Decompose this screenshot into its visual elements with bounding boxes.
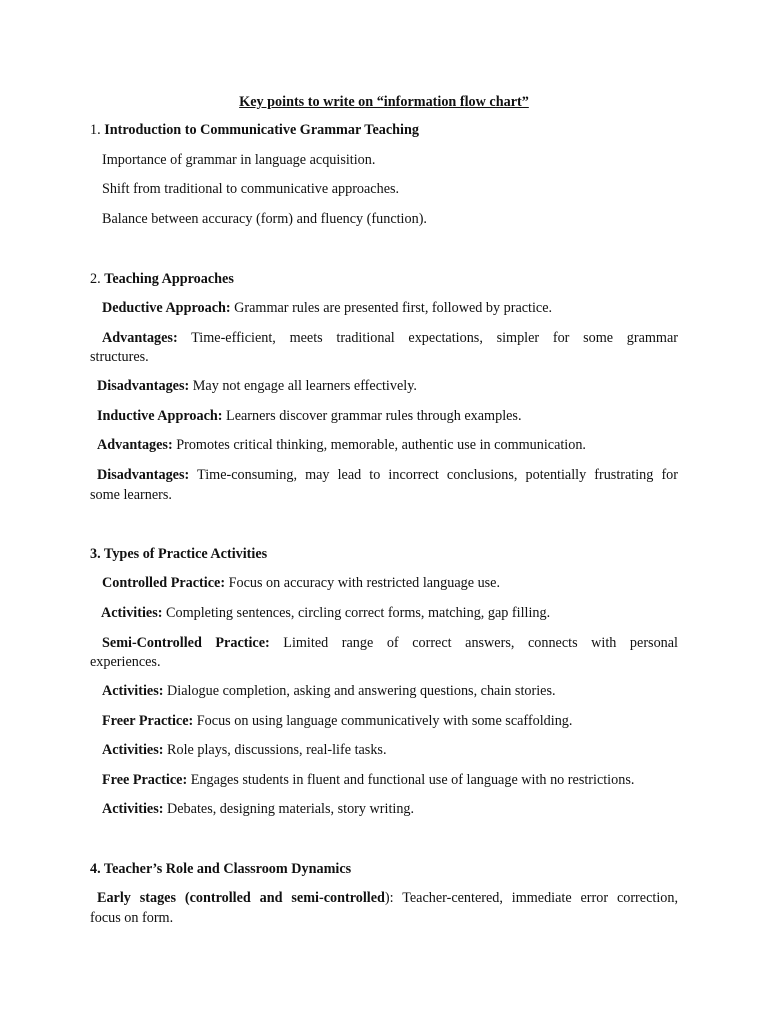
term-label: Advantages: [102, 330, 178, 346]
term-label: Activities: [102, 683, 164, 699]
section-3-heading: 3. Types of Practice Activities [90, 546, 268, 562]
semi-controlled-practice-activities [102, 682, 690, 702]
term-label: Activities: [102, 801, 164, 817]
inductive-disadvantages-continued: some learners. [90, 487, 172, 503]
early-stages-continued: focus on form. [90, 910, 174, 926]
section-number: 2. [90, 271, 105, 287]
early-stages [97, 889, 678, 909]
term-text: May not engage all learners effectively. [189, 378, 417, 394]
term-label: Freer Practice: [102, 713, 194, 729]
term-text: Completing sentences, circling correct forms, matching, gap filling. [162, 605, 551, 621]
term-text: ): Teacher-centered, immediate error correction, [384, 890, 678, 906]
section-title: Teaching Approaches [104, 271, 234, 287]
term-label: Disadvantages: [97, 467, 190, 483]
term-label: Deductive Approach: [102, 300, 231, 316]
section-2-heading [90, 270, 678, 290]
term-text: Debates, designing materials, story writing. [163, 801, 415, 817]
term-label: Activities: [101, 605, 163, 621]
section-title: Introduction to Communicative Grammar Teaching [104, 122, 419, 138]
term-label: Activities: [102, 742, 164, 758]
term-text: Focus on accuracy with restricted language use. [225, 575, 501, 591]
term-text: Limited range of correct answers, connects with personal [269, 635, 678, 651]
semi-controlled-practice-continued: experiences. [90, 654, 161, 670]
term-label: Free Practice: [102, 772, 188, 788]
term-text: Grammar rules are presented first, followed by practice. [230, 300, 553, 316]
term-label: Semi-Controlled Practice: [102, 635, 270, 651]
freer-practice-activities [102, 741, 690, 761]
deductive-disadvantages [97, 377, 685, 397]
term-text: Promotes critical thinking, memorable, authentic use in communication. [172, 437, 586, 453]
section-1-point-1: Importance of grammar in language acquisition. [102, 152, 376, 168]
semi-controlled-practice [102, 634, 678, 654]
inductive-advantages [97, 436, 685, 456]
deductive-advantages-continued: structures. [90, 349, 149, 365]
section-number: 1. [90, 122, 105, 138]
term-text: Learners discover grammar rules through examples. [222, 408, 522, 424]
section-4-heading: 4. Teacher’s Role and Classroom Dynamics [90, 861, 352, 877]
term-label: Early stages (controlled and semi-controlled [97, 890, 385, 906]
term-text: Dialogue completion, asking and answering questions, chain stories. [163, 683, 556, 699]
controlled-practice-activities [101, 604, 689, 624]
deductive-approach [102, 299, 690, 319]
term-text: Engages students in fluent and functional use of language with no restrictions. [187, 772, 635, 788]
term-label: Advantages: [97, 437, 173, 453]
section-1-point-2: Shift from traditional to communicative approaches. [102, 181, 400, 197]
inductive-approach [97, 407, 685, 427]
section-1-heading [90, 121, 678, 141]
controlled-practice [102, 574, 690, 594]
term-label: Disadvantages: [97, 378, 190, 394]
term-label: Controlled Practice: [102, 575, 226, 591]
inductive-disadvantages [97, 466, 678, 486]
term-text: Time-efficient, meets traditional expectations, simpler for some grammar [177, 330, 678, 346]
deductive-advantages [102, 329, 678, 349]
term-label: Inductive Approach: [97, 408, 223, 424]
term-text: Time-consuming, may lead to incorrect conclusions, potentially frustrating for [189, 467, 678, 483]
free-practice [102, 771, 690, 791]
free-practice-activities [102, 800, 690, 820]
document-title: Key points to write on “information flow chart” [239, 94, 529, 110]
section-1-point-3: Balance between accuracy (form) and fluency (function). [102, 211, 427, 227]
term-text: Role plays, discussions, real-life tasks. [163, 742, 387, 758]
freer-practice [102, 712, 690, 732]
term-text: Focus on using language communicatively with some scaffolding. [193, 713, 573, 729]
